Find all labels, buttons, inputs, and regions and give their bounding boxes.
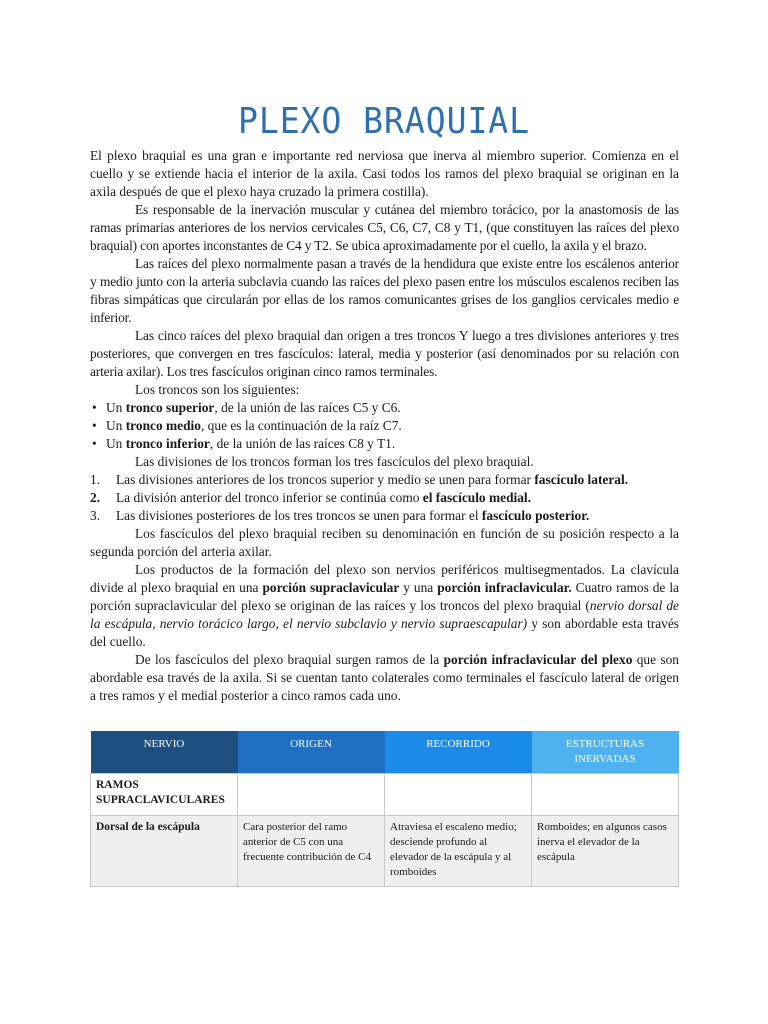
table-header-row: [91, 731, 679, 774]
bullet-icon: •: [92, 400, 97, 415]
paragraph-troncos-intro: Los troncos son los siguientes:: [135, 382, 300, 397]
list-item: • Un tronco superior, de la unión de las raíces C5 y C6.: [92, 400, 401, 415]
paragraph-divisiones-intro: Las divisiones de los troncos forman los tres fascículos del plexo braquial.: [135, 454, 534, 469]
bullet-icon: •: [92, 436, 97, 451]
document-body: [90, 147, 679, 705]
troncos-list: [90, 399, 679, 453]
header-nervio: NERVIO: [91, 731, 238, 774]
header-estructuras: ESTRUCTURAS INERVADAS: [532, 731, 679, 774]
cell-origen: Cara posterior del ramo anterior de C5 con una frecuente contribución de C4: [238, 816, 385, 887]
list-item: 1. Las divisiones anteriores de los troncos superior y medio se unen para formar fascículo lateral.: [90, 472, 629, 487]
paragraph-intro: El plexo braquial es una gran e importante red nerviosa que inerva al miembro superior. Comienza en el cuello y se extiende hacia el interior de la axila. Casi todos los ramos del plexo braquial se originan en la axila después de que el plexo haya cruzado la primera costilla).: [90, 148, 679, 199]
paragraph-fasciculos: Los fascículos del plexo braquial reciben su denominación en función de su posición respecto a la segunda porción del arteria axilar.: [90, 526, 679, 559]
divisiones-list: [90, 471, 679, 525]
nervios-table: [90, 731, 679, 887]
list-item: • Un tronco inferior, de la unión de las raíces C8 y T1.: [92, 436, 396, 451]
empty-cell: [238, 774, 385, 816]
empty-cell: [385, 774, 532, 816]
cell-recorrido: Atraviesa el escaleno medio; desciende profundo al elevador de la escápula y al romboides: [385, 816, 532, 887]
list-item: 3. Las divisiones posteriores de los tres troncos se unen para formar el fascículo posterior.: [90, 508, 590, 523]
header-origen: ORIGEN: [238, 731, 385, 774]
list-item: • Un tronco medio, que es la continuación de la raíz C7.: [92, 418, 402, 433]
paragraph-raices: Las raíces del plexo normalmente pasan a través de la hendidura que existe entre los escálenos anterior y medio junto con la arteria subclavia cuando las raíces del plexo pasen entre los músculos escalenos reciben las fibras simpáticas que circularán por ellas de los ramos comunicantes grises de los ganglios cervicales medio e inferior.: [90, 256, 679, 325]
paragraph-productos: Los productos de la formación del plexo son nervios periféricos multisegmentados. La clavícula divide al plexo braquial en una porción supraclavicular y una porción infraclavicular. Cuatro ramos de la porción supraclavicular del plexo se originan de las raíces y los troncos del plexo braquial (nervio dorsal de la escápula, nervio torácico largo, el nervio subclavio y nervio supraescapular) y son abordable esta través del cuello.: [90, 562, 679, 649]
group-label: RAMOS SUPRACLAVICULARES: [91, 774, 238, 816]
paragraph-troncos-divisiones: Las cinco raíces del plexo braquial dan origen a tres troncos Y luego a tres divisiones anteriores y tres posteriores, que convergen en tres fascículos: lateral, media y posterior (así denominados por su relación con arteria axilar). Los tres fascículos originan cinco ramos terminales.: [90, 328, 679, 379]
cell-nervio: Dorsal de la escápula: [91, 816, 238, 887]
table-row: [91, 774, 679, 816]
bullet-icon: •: [92, 418, 97, 433]
cell-estructuras: Romboides; en algunos casos inerva el elevador de la escápula: [532, 816, 679, 887]
page-title: PLEXO BRAQUIAL: [237, 101, 531, 142]
list-item: 2. La división anterior del tronco inferior se continúa como el fascículo medial.: [90, 490, 532, 505]
header-recorrido: RECORRIDO: [385, 731, 532, 774]
table-row: [91, 816, 679, 887]
paragraph-infraclavicular: De los fascículos del plexo braquial surgen ramos de la porción infraclavicular del plexo que son abordable esa través de la axila. Si se cuentan tanto colaterales como terminales el fascículo lateral de origen a tres ramos y el medial posterior a cinco ramos cada uno.: [90, 652, 679, 703]
paragraph-inervacion: Es responsable de la inervación muscular y cutánea del miembro torácico, por la anastomosis de las ramas primarias anteriores de los nervios cervicales C5, C6, C7, C8 y T1, (que constituyen las raíces del plexo braquial) con aportes inconstantes de C4 y T2. Se ubica aproximadamente por el cuello, la axila y el brazo.: [90, 202, 679, 253]
empty-cell: [532, 774, 679, 816]
